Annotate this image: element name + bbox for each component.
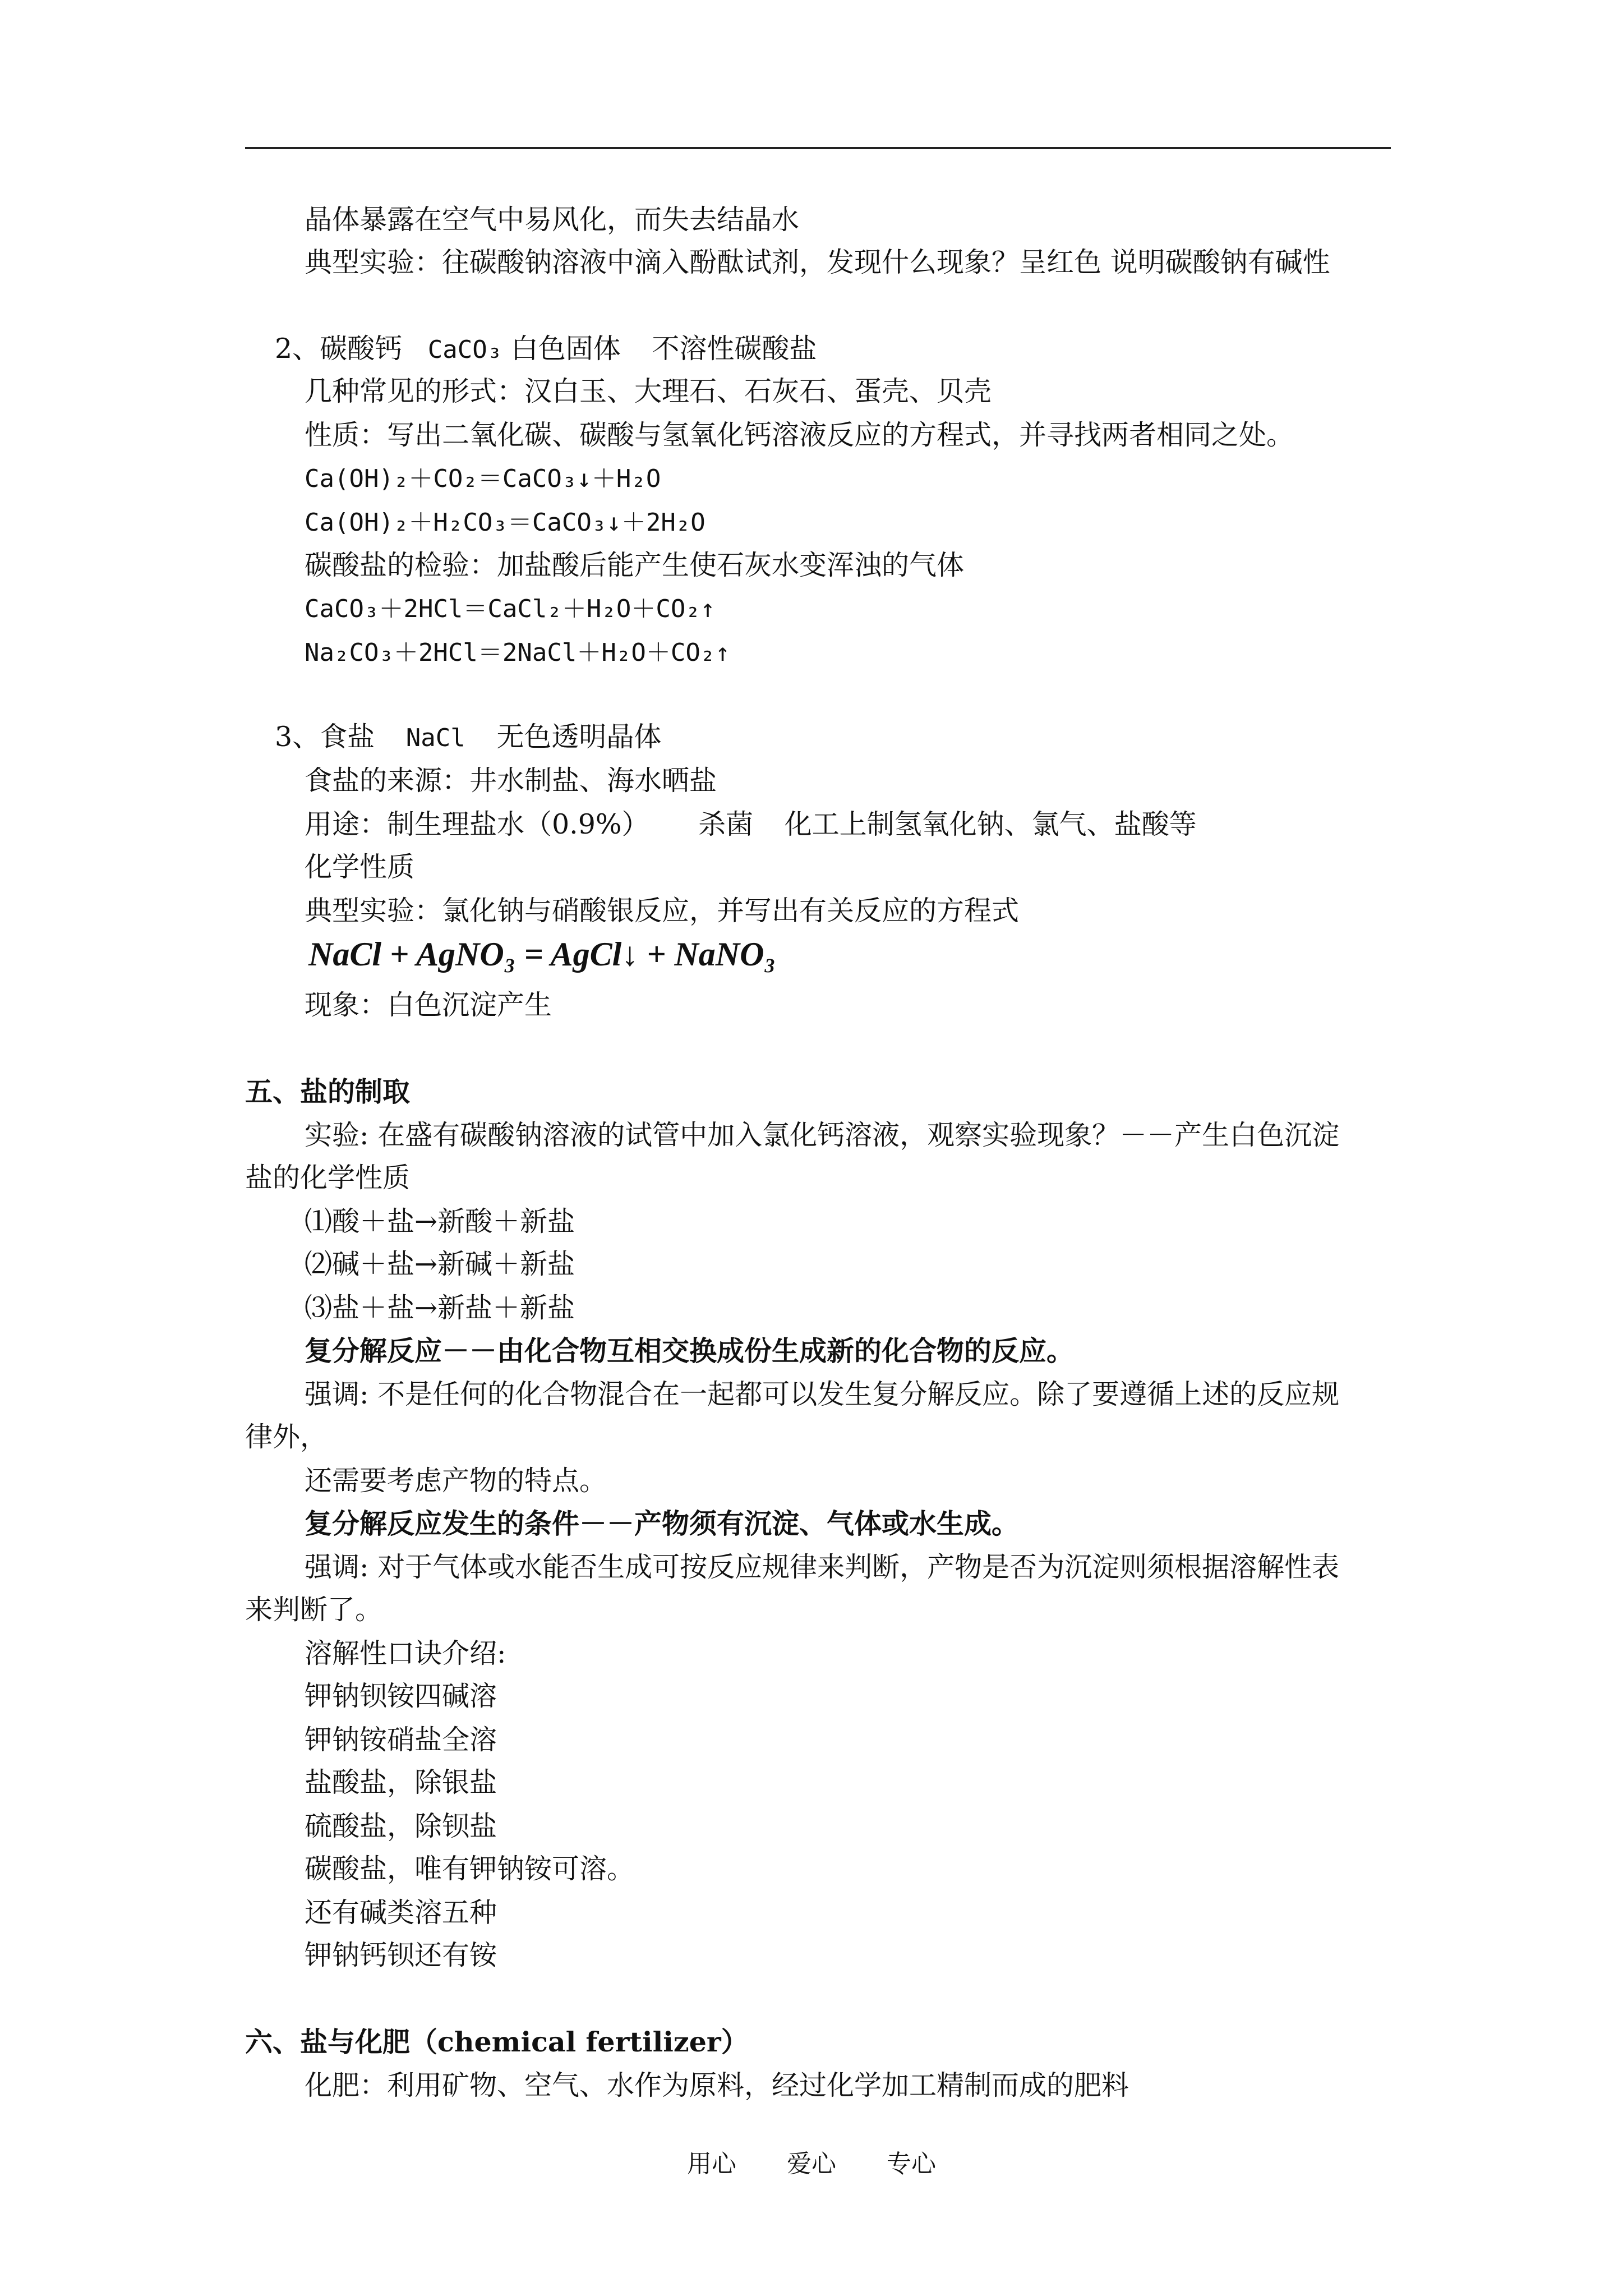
mnemonic-line: 碳酸盐，唯有钾钠铵可溶。 bbox=[305, 1853, 635, 1885]
text-line: 化学性质 bbox=[305, 851, 415, 883]
text-line: 溶解性口诀介绍: bbox=[305, 1637, 506, 1669]
footer-word: 用心 bbox=[687, 2150, 736, 2178]
mnemonic-line: 钾钠钡铵四碱溶 bbox=[305, 1680, 497, 1712]
title-number-label: 3、食盐 bbox=[275, 721, 375, 753]
text-line: 现象：白色沉淀产生 bbox=[305, 989, 552, 1021]
section-3-title bbox=[275, 720, 661, 755]
text-line: 实验: 在盛有碳酸钠溶液的试管中加入氯化钙溶液，观察实验现象？－－产生白色沉淀 bbox=[305, 1119, 1340, 1151]
formula-nacl: NaCl bbox=[405, 724, 465, 752]
mnemonic-line: 钾钠钙钡还有铵 bbox=[305, 1939, 497, 1971]
equation-3: CaCO₃＋2HCl＝CaCl₂＋H₂O＋CO₂↑ bbox=[305, 595, 716, 623]
equation-1: Ca(OH)₂＋CO₂＝CaCO₃↓＋H₂O bbox=[305, 464, 661, 493]
section-heading-5: 五、盐的制取 bbox=[245, 1075, 411, 1108]
mnemonic-line: 硫酸盐，除钡盐 bbox=[305, 1810, 497, 1842]
header-rule bbox=[245, 147, 1391, 149]
footer-word: 爱心 bbox=[787, 2150, 836, 2178]
text-line: 强调: 对于气体或水能否生成可按反应规律来判断，产物是否为沉淀则须根据溶解性表 bbox=[305, 1551, 1340, 1583]
title-desc: 无色透明晶体 bbox=[496, 721, 662, 753]
equation-2: Ca(OH)₂＋H₂CO₃＝CaCO₃↓＋2H₂O bbox=[305, 508, 706, 537]
footer-word: 专心 bbox=[887, 2150, 936, 2178]
text-line: 化肥：利用矿物、空气、水作为原料，经过化学加工精制而成的肥料 bbox=[305, 2069, 1129, 2101]
mnemonic-line: 钾钠铵硝盐全溶 bbox=[305, 1724, 497, 1756]
text-line: 碳酸盐的检验：加盐酸后能产生使石灰水变浑浊的气体 bbox=[305, 549, 965, 581]
text-line bbox=[305, 808, 1197, 841]
text-line: 食盐的来源：井水制盐、海水晒盐 bbox=[305, 765, 717, 797]
text-line: 来判断了。 bbox=[245, 1594, 383, 1626]
title-desc: 不溶性碳酸盐 bbox=[652, 333, 817, 365]
text-line: 律外， bbox=[245, 1421, 328, 1453]
definition-line: 复分解反应发生的条件－－产物须有沉淀、气体或水生成。 bbox=[305, 1507, 1020, 1540]
text-line: 几种常见的形式：汉白玉、大理石、石灰石、蛋壳、贝壳 bbox=[305, 375, 992, 407]
text-line: 性质：写出二氧化碳、碳酸与氢氧化钙溶液反应的方程式，并寻找两者相同之处。 bbox=[305, 419, 1294, 451]
text-line: 还需要考虑产物的特点。 bbox=[305, 1465, 607, 1497]
definition-line: 复分解反应－－由化合物互相交换成份生成新的化合物的反应。 bbox=[305, 1335, 1075, 1367]
page-footer bbox=[0, 2148, 1623, 2180]
list-item: ⑶盐＋盐→新盐＋新盐 bbox=[305, 1292, 575, 1324]
mnemonic-line: 还有碱类溶五种 bbox=[305, 1897, 497, 1929]
text-line: 强调: 不是任何的化合物混合在一起都可以发生复分解反应。除了要遵循上述的反应规 bbox=[305, 1378, 1340, 1410]
uses-part: 杀菌 bbox=[698, 808, 754, 840]
equation-4: Na₂CO₃＋2HCl＝2NaCl＋H₂O＋CO₂↑ bbox=[305, 638, 730, 667]
list-item: ⑴酸＋盐→新酸＋新盐 bbox=[305, 1205, 575, 1237]
text-line: 盐的化学性质 bbox=[245, 1162, 411, 1194]
uses-part: 用途：制生理盐水（0.9%） bbox=[305, 808, 649, 840]
text-line: 晶体暴露在空气中易风化，而失去结晶水 bbox=[305, 204, 800, 236]
section-heading-6: 六、盐与化肥（chemical fertilizer） bbox=[245, 2026, 749, 2058]
equation-5: NaCl + AgNO₃ = AgCl↓ + NaNO₃ bbox=[308, 936, 776, 973]
list-item: ⑵碱＋盐→新碱＋新盐 bbox=[305, 1248, 575, 1280]
title-number-label: 2、碳酸钙 bbox=[275, 333, 403, 365]
text-line: 典型实验：往碳酸钠溶液中滴入酚酞试剂，发现什么现象？呈红色 说明碳酸钠有碱性 bbox=[305, 246, 1330, 278]
formula-caco3: CaCO₃ bbox=[427, 335, 502, 364]
section-2-title bbox=[275, 332, 817, 367]
title-desc: 白色固体 bbox=[510, 333, 621, 365]
uses-part: 化工上制氢氧化钠、氯气、盐酸等 bbox=[784, 808, 1197, 840]
mnemonic-line: 盐酸盐，除银盐 bbox=[305, 1766, 497, 1798]
text-line: 典型实验：氯化钠与硝酸银反应，并写出有关反应的方程式 bbox=[305, 895, 1020, 927]
